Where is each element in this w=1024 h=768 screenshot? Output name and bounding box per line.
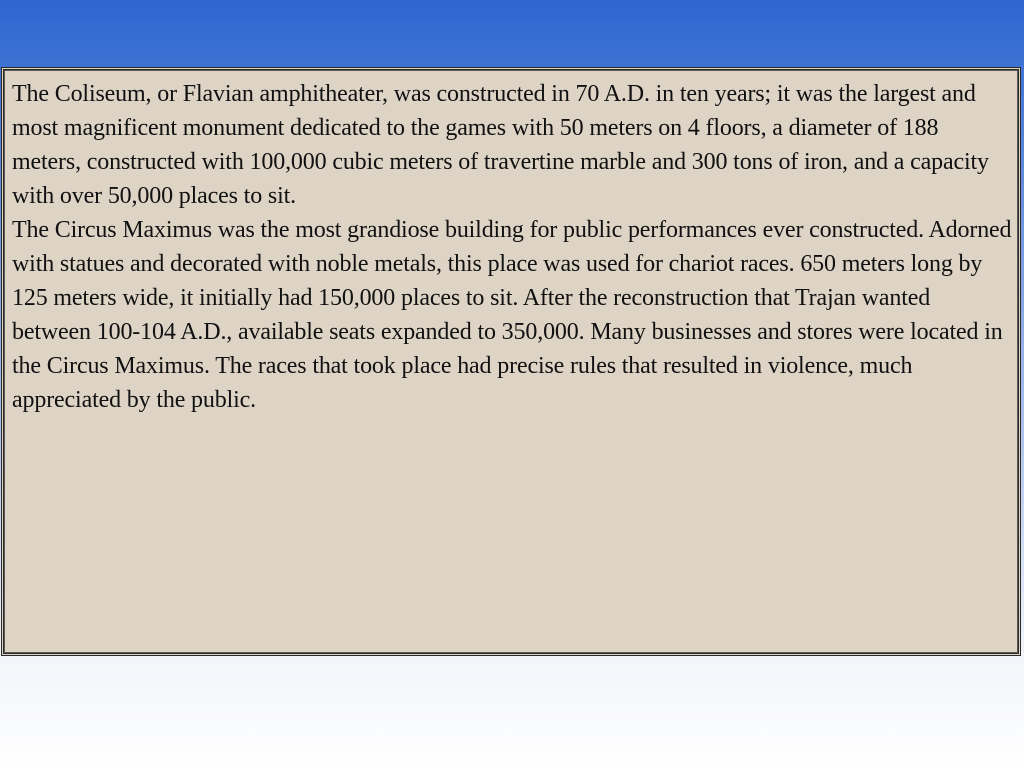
header-band — [0, 0, 1024, 65]
text-frame — [1, 67, 1021, 656]
paragraph-coliseum: The Coliseum, or Flavian amphitheater, was constructed in 70 A.D. in ten years; it was the largest and most magnificent monument dedicated to the games with 50 meters on 4 floors, a diameter of 188 meters, constructed with 100,000 cubic meters of travertine marble and 300 tons of iron, and a capacity with over 50,000 places to sit. — [12, 81, 989, 209]
paragraph-circus-maximus: The Circus Maximus was the most grandiose building for public performances ever constructed. Adorned with statues and decorated with noble metals, this place was used for chariot races. 650 meters long by 125 meters wide, it initially had 150,000 places to sit. After the reconstruction that Trajan wanted between 100-104 A.D., available seats expanded to 350,000. Many businesses and stores were located in the Circus Maximus. The races that took place had precise rules that resulted in violence, much appreciated by the public. — [12, 217, 1012, 413]
text-area — [12, 77, 1012, 417]
